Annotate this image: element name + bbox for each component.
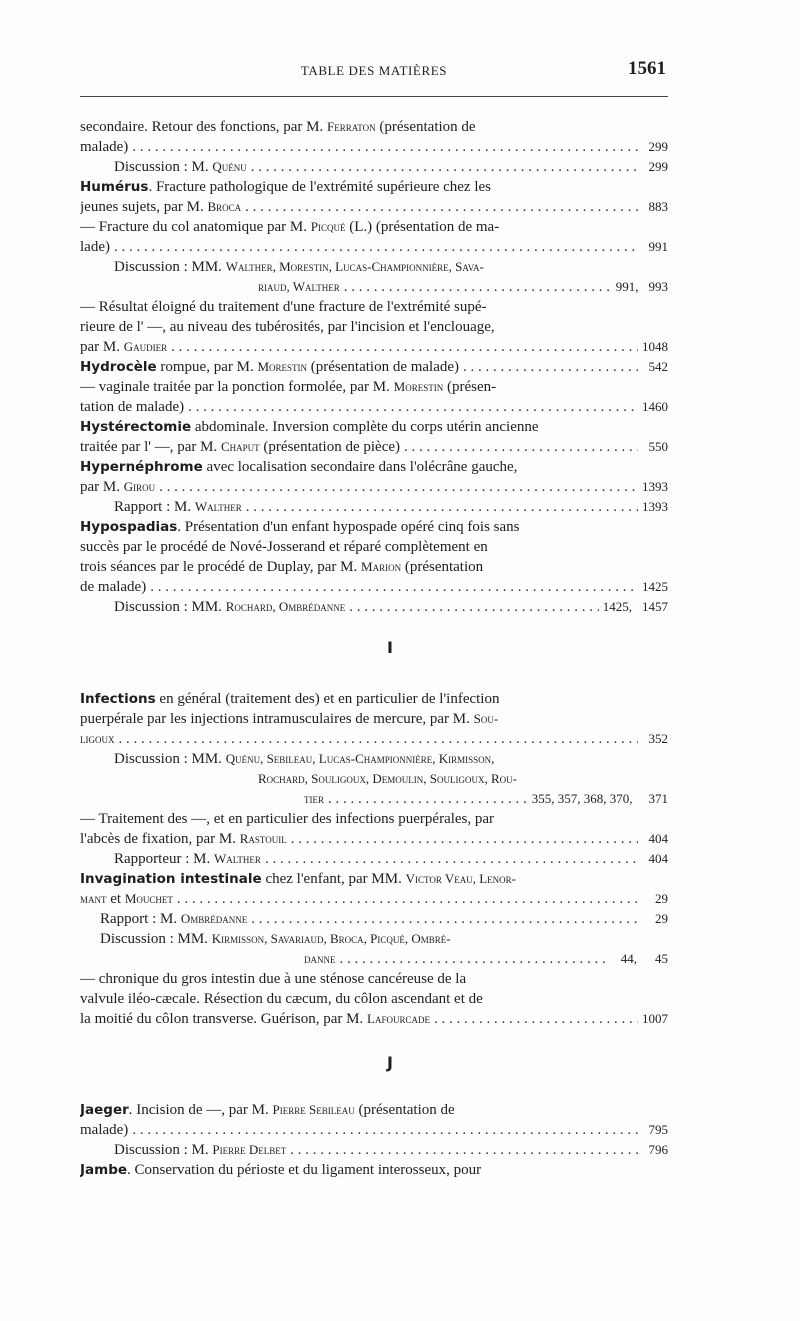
entry-line: Invagination intestinale chez l'enfant, par MM. Victor Veau, Lenor- — [80, 871, 517, 887]
rapport-line: Rapport : M. Walther . . . 1393 — [114, 497, 668, 517]
entry-line: Hypernéphrome avec localisation secondaire dans l'olécrâne gauche, — [80, 459, 518, 475]
entry-line: Jaeger. Incision de —, par M. Pierre Sebileau (présentation de — [80, 1102, 455, 1118]
entry-line: secondaire. Retour des fonctions, par M. Ferraton (présentation de — [80, 119, 476, 135]
entry-line: de malade) . . . 1425 — [80, 577, 668, 597]
entry-line: mant et Mouchet . . . 29 — [80, 889, 668, 909]
discussion-line: tier . . . 355, 357, 368, 370, 371 — [304, 789, 668, 809]
entry-line: Infections en général (traitement des) et en particulier de l'infection — [80, 691, 500, 707]
entry-line: Hystérectomie abdominale. Inversion complète du corps utérin ancienne — [80, 419, 539, 435]
rapporteur-line: Rapporteur : M. Walther . . . 404 — [114, 849, 668, 869]
discussion-line: riaud, Walther . . . 991, 993 — [258, 277, 668, 297]
discussion-line: Discussion : MM. Walther, Morestin, Lucas-Championnière, Sava- — [114, 259, 484, 275]
entry-line: — Résultat éloigné du traitement d'une fracture de l'extrémité supé- — [80, 299, 487, 315]
entry-line: Hypospadias. Présentation d'un enfant hypospade opéré cinq fois sans — [80, 519, 520, 535]
rapport-line: Rapport : M. Ombrédanne . . . 29 — [100, 909, 668, 929]
entry-line: — vaginale traitée par la ponction formolée, par M. Morestin (présen- — [80, 379, 497, 395]
header-rule — [80, 96, 668, 97]
entry-line: valvule iléo-cæcale. Résection du cæcum, du côlon ascendant et de — [80, 991, 483, 1007]
section-letter-j: J — [387, 1053, 393, 1072]
entry-line: la moitié du côlon transverse. Guérison, par M. Lafourcade . . . 1007 — [80, 1009, 668, 1029]
entry-line: — Traitement des —, et en particulier des infections puerpérales, par — [80, 811, 495, 827]
entry-line: malade) . . . 299 — [80, 137, 668, 157]
discussion-line: Discussion : MM. Quénu, Sebileau, Lucas-Championnière, Kirmisson, — [114, 751, 495, 767]
page-header — [80, 60, 668, 86]
discussion-line: Rochard, Souligoux, Demoulin, Souligoux, Rou- — [258, 771, 517, 786]
page-number: 1561 — [628, 58, 666, 79]
discussion-line: Discussion : M. Pierre Delbet . . . 796 — [114, 1140, 668, 1160]
entry-line: — chronique du gros intestin due à une sténose cancéreuse de la — [80, 971, 467, 987]
entry-line: — Fracture du col anatomique par M. Picqué (L.) (présentation de ma- — [80, 219, 500, 235]
entry-line: Hydrocèle rompue, par M. Morestin (présentation de malade) . . . 542 — [80, 357, 668, 377]
discussion-line: danne . . . 44, 45 — [304, 949, 668, 969]
entry-line: succès par le procédé de Nové-Josserand et réparé complètement en — [80, 539, 488, 555]
entry-line: lade) . . . 991 — [80, 237, 668, 257]
entry-line: traitée par l' —, par M. Chaput (présentation de pièce) . . . 550 — [80, 437, 668, 457]
entry-line: trois séances par le procédé de Duplay, par M. Marion (présentation — [80, 559, 484, 575]
discussion-line: Discussion : M. Quénu . . . 299 — [114, 157, 668, 177]
entry-line: Jambe. Conservation du périoste et du ligament interosseux, pour — [80, 1162, 482, 1178]
entry-line: malade) . . . 795 — [80, 1120, 668, 1140]
entry-line: rieure de l' —, au niveau des tubérosités, par l'incision et l'enclouage, — [80, 319, 495, 335]
entry-line: tation de malade) . . . 1460 — [80, 397, 668, 417]
entry-line: ligoux . . . 352 — [80, 729, 668, 749]
discussion-line: Discussion : MM. Kirmisson, Savariaud, Broca, Picqué, Ombré- — [100, 931, 451, 947]
entry-line: par M. Girou . . . 1393 — [80, 477, 668, 497]
entry-line: Humérus. Fracture pathologique de l'extrémité supérieure chez les — [80, 179, 491, 195]
running-title: TABLE DES MATIÈRES — [300, 63, 448, 78]
entry-line: jeunes sujets, par M. Broca . . . 883 — [80, 197, 668, 217]
entry-line: puerpérale par les injections intramusculaires de mercure, par M. Sou- — [80, 711, 499, 727]
entry-line: par M. Gaudier . . . 1048 — [80, 337, 668, 357]
section-letter-i: I — [387, 638, 393, 657]
discussion-line: Discussion : MM. Rochard, Ombrédanne . . . 1425, 1457 — [114, 597, 668, 617]
entry-line: l'abcès de fixation, par M. Rastouil . . . 404 — [80, 829, 668, 849]
